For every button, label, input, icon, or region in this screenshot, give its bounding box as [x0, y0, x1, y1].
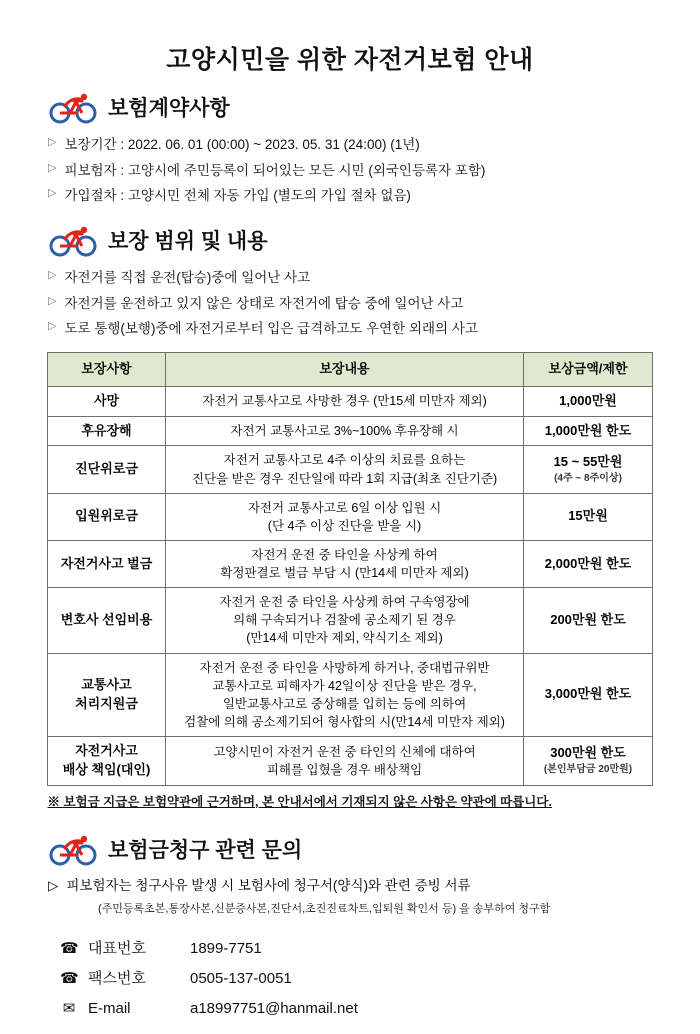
triangle-bullet-icon: ▷ [48, 877, 59, 893]
amount-main: 200만원 한도 [550, 611, 626, 627]
triangle-bullet-icon: ▷ [48, 187, 57, 200]
coverage-table [47, 352, 653, 786]
cell-item: 자전거사고 배상 책임(대인) [48, 737, 166, 786]
cell-amount [524, 493, 653, 540]
table-row [48, 737, 653, 786]
list-item [48, 291, 674, 317]
section-header-claim [48, 832, 674, 866]
table-row [48, 386, 653, 416]
cell-amount [524, 416, 653, 446]
list-item-text: 피보험자 : 고양시에 주민등록이 되어있는 모든 시민 (외국인등록자 포함) [64, 162, 486, 178]
table-header-row [48, 352, 653, 386]
amount-main: 1,000만원 한도 [544, 422, 632, 438]
claim-subtext: (주민등록초본,통장사본,신분증사본,진단서,초진진료차트,입퇴원 확인서 등) 을 송부하여 청구함 [98, 902, 551, 915]
table-row [48, 416, 653, 446]
page-title: 고양시민을 위한 자전거보험 안내 [166, 46, 534, 74]
cell-detail: 자전거 운전 중 타인을 사망하게 하거나, 중대법규위반 교통사고로 피해자가 42일이상 진단을 받은 경우, 일반교통사고로 중상해를 입히는 등에 의하여 검찰에 의해 공소제기되어 형사합의 시(만14세 미만자 제외) [166, 653, 524, 737]
cell-item: 변호사 선임비용 [48, 588, 166, 653]
phone-icon: ☎ [60, 939, 79, 957]
cell-item: 교통사고 처리지원금 [48, 653, 166, 737]
table-row [48, 588, 653, 653]
cell-amount [524, 540, 653, 587]
amount-main: 2,000만원 한도 [544, 555, 632, 571]
claim-bullet [48, 874, 674, 898]
cell-amount [524, 588, 653, 653]
section-header-contract [48, 90, 674, 124]
list-item-text: 보장기간 : 2022. 06. 01 (00:00) ~ 2023. 05. 31 (24:00) (1년) [64, 137, 420, 152]
cell-detail: 고양시민이 자전거 운전 중 타인의 신체에 대하여 피해를 입혔을 경우 배상책임 [166, 737, 524, 786]
contact-value[interactable]: a18997751@hanmail.net [190, 999, 358, 1017]
cell-item: 진단위로금 [48, 446, 166, 493]
amount-main: 1,000만원 [559, 392, 617, 408]
amount-main: 300만원 한도 [550, 745, 626, 761]
table-footnote: ※ 보험금 지급은 보험약관에 근거하며, 본 안내서에서 기재되지 않은 사항은 약관에 따릅니다. [47, 794, 552, 809]
contact-value[interactable]: 0505-137-0051 [190, 969, 292, 987]
cell-item: 입원위로금 [48, 493, 166, 540]
contact-value[interactable]: 1899-7751 [190, 939, 262, 957]
triangle-bullet-icon: ▷ [48, 294, 57, 307]
list-item-text: 가입절차 : 고양시민 전체 자동 가입 (별도의 가입 절차 없음) [64, 188, 411, 204]
amount-main: 3,000만원 한도 [544, 686, 632, 702]
triangle-bullet-icon: ▷ [48, 320, 57, 333]
contact-row-fax [60, 964, 674, 994]
section-title: 보장 범위 및 내용 [108, 229, 268, 253]
contact-label: 팩스번호 [88, 969, 146, 987]
amount-sub: (4주 ~ 8주이상) [554, 472, 622, 484]
section-title: 보험금청구 관련 문의 [108, 838, 303, 862]
table-row [48, 653, 653, 737]
section-title: 보험계약사항 [108, 97, 230, 120]
contact-label: 대표번호 [88, 939, 146, 957]
cell-amount [524, 386, 653, 416]
cell-detail: 자전거 교통사고로 사망한 경우 (만15세 미만자 제외) [166, 386, 524, 416]
contact-row-phone [60, 934, 674, 964]
cell-detail: 자전거 교통사고로 6일 이상 입원 시 (단 4주 이상 진단을 받을 시) [166, 493, 524, 540]
bicycle-icon [48, 832, 98, 866]
cell-item: 후유장해 [48, 416, 166, 446]
list-item [48, 316, 674, 342]
list-item-text: 도로 통행(보행)중에 자전거로부터 입은 급격하고도 우연한 외래의 사고 [64, 321, 478, 337]
bicycle-icon [48, 90, 98, 124]
contact-row-email [60, 994, 674, 1024]
column-header-item: 보장사항 [48, 352, 166, 386]
bicycle-icon [48, 223, 98, 257]
list-item [48, 132, 674, 158]
list-item [48, 183, 674, 209]
claim-bullet-text: 피보험자는 청구사유 발생 시 보험사에 청구서(양식)와 관련 증빙 서류 [66, 877, 471, 893]
contact-list [60, 934, 674, 1024]
triangle-bullet-icon: ▷ [48, 268, 57, 281]
cell-detail: 자전거 운전 중 타인을 사상케 하여 구속영장에 의해 구속되거나 검찰에 공소제기 된 경우 (만14세 미만자 제외, 약식기소 제외) [166, 588, 524, 653]
amount-sub: (본인부담금 20만원) [543, 764, 633, 776]
cell-amount [524, 737, 653, 786]
cell-detail: 자전거 교통사고로 3%~100% 후유장해 시 [166, 416, 524, 446]
cell-amount [524, 446, 653, 493]
phone-icon: ☎ [60, 969, 79, 987]
cell-detail: 자전거 운전 중 타인을 사상케 하여 확정판결로 벌금 부담 시 (만14세 미만자 제외) [166, 540, 524, 587]
cell-item: 사망 [48, 386, 166, 416]
contract-bullets [48, 132, 674, 209]
column-header-detail: 보장내용 [166, 352, 524, 386]
table-row [48, 446, 653, 493]
section-header-coverage [48, 223, 674, 257]
cell-item: 자전거사고 벌금 [48, 540, 166, 587]
cell-amount [524, 653, 653, 737]
mail-icon: ✉ [62, 999, 76, 1017]
amount-main: 15 ~ 55만원 [553, 453, 623, 469]
triangle-bullet-icon: ▷ [48, 161, 57, 174]
list-item-text: 자전거를 직접 운전(탑승)중에 일어난 사고 [64, 269, 311, 285]
contact-label: E-mail [88, 999, 131, 1017]
table-row [48, 540, 653, 587]
coverage-bullets [48, 265, 674, 342]
triangle-bullet-icon: ▷ [48, 136, 57, 148]
column-header-amount: 보상금액/제한 [524, 352, 653, 386]
list-item [48, 158, 674, 184]
amount-main: 15만원 [568, 508, 608, 524]
list-item [48, 265, 674, 291]
table-row [48, 493, 653, 540]
list-item-text: 자전거를 운전하고 있지 않은 상태로 자전거에 탑승 중에 일어난 사고 [64, 295, 464, 311]
cell-detail: 자전거 교통사고로 4주 이상의 치료를 요하는 진단을 받은 경우 진단일에 따라 1회 지급(최초 진단기준) [166, 446, 524, 493]
